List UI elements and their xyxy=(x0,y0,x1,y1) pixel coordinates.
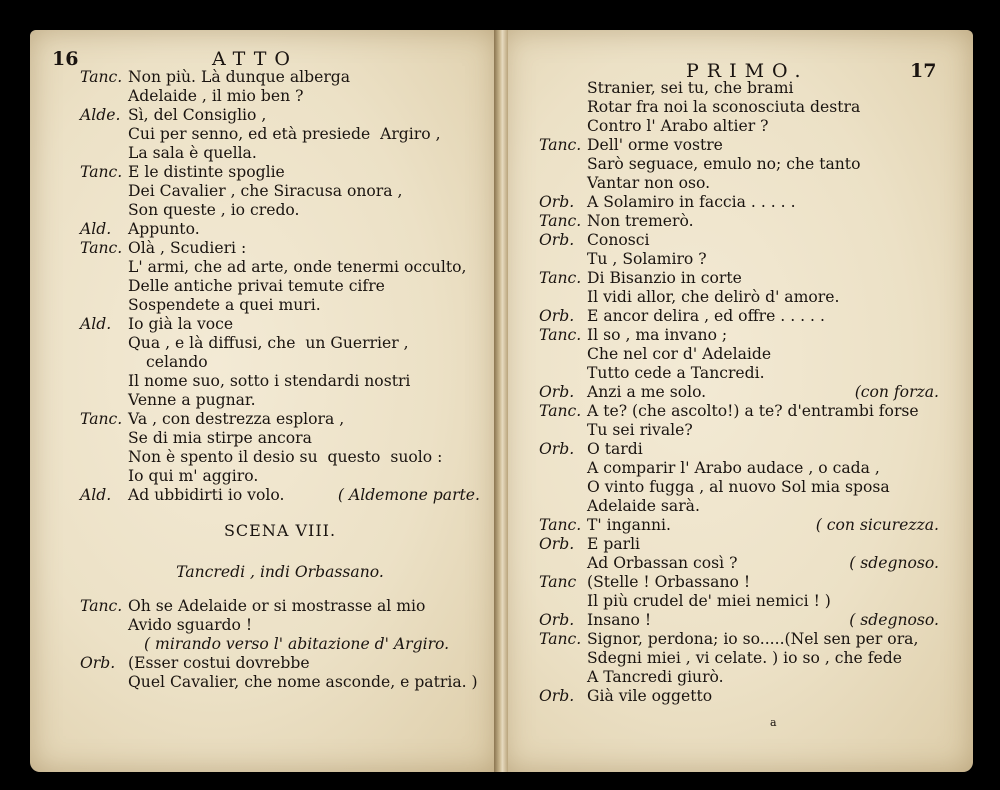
line-text: Delle antiche privai temute cifre xyxy=(128,277,385,295)
verse-line xyxy=(80,258,480,277)
verse-line xyxy=(539,611,939,630)
speaker-name: Alde. xyxy=(80,106,121,124)
line-text: Tutto cede a Tancredi. xyxy=(587,364,765,382)
line-text: Dell' orme vostre xyxy=(587,136,723,154)
line-text: Sdegni miei , vi celate. ) io so , che fede xyxy=(587,649,902,667)
speaker-name: Ald. xyxy=(80,486,112,504)
verse-line xyxy=(539,402,939,421)
speaker-name: Orb. xyxy=(539,535,575,553)
verse-line xyxy=(539,345,939,364)
line-text: Tu , Solamiro ? xyxy=(587,250,707,268)
line-text: Appunto. xyxy=(128,220,200,238)
line-text: Sì, del Consiglio , xyxy=(128,106,267,124)
verse-line xyxy=(80,182,480,201)
verse-line xyxy=(80,616,480,635)
line-text: Io qui m' aggiro. xyxy=(128,467,259,485)
left-running-head: ATTO xyxy=(212,48,298,70)
verse-line xyxy=(539,136,939,155)
left-page-number: 16 xyxy=(52,48,79,70)
speaker-name: Tanc. xyxy=(80,239,123,257)
verse-line xyxy=(80,220,480,239)
line-text: L' armi, che ad arte, onde tenermi occulto, xyxy=(128,258,467,276)
speaker-name: Orb. xyxy=(80,654,116,672)
verse-line xyxy=(539,383,939,402)
speaker-name: Tanc. xyxy=(539,630,582,648)
verse-line xyxy=(539,174,939,193)
verse-line xyxy=(80,201,480,220)
verse-line xyxy=(80,315,480,334)
stage-direction: ( mirando verso l' abitazione d' Argiro. xyxy=(144,635,450,653)
speaker-name: Ald. xyxy=(80,220,112,238)
verse-line xyxy=(80,144,480,163)
verse-line xyxy=(539,117,939,136)
verse-line xyxy=(539,592,939,611)
line-text: celando xyxy=(146,353,208,371)
speaker-name: Tanc. xyxy=(539,516,582,534)
verse-line xyxy=(539,250,939,269)
speaker-name: Orb. xyxy=(539,383,575,401)
verse-line xyxy=(539,554,939,573)
verse-line xyxy=(539,231,939,250)
line-text: Adelaide , il mio ben ? xyxy=(128,87,304,105)
verse-line xyxy=(80,597,480,616)
speaker-name: Ald. xyxy=(80,315,112,333)
verse-line xyxy=(80,277,480,296)
verse-line xyxy=(539,630,939,649)
line-text: Che nel cor d' Adelaide xyxy=(587,345,772,363)
line-text: Contro l' Arabo altier ? xyxy=(587,117,769,135)
line-text: Quel Cavalier, che nome asconde, e patria. ) xyxy=(128,673,478,691)
verse-line xyxy=(80,410,480,429)
line-text: Dei Cavalier , che Siracusa onora , xyxy=(128,182,403,200)
verse-line xyxy=(80,486,480,505)
speaker-name: Tanc. xyxy=(80,410,123,428)
line-text: Non più. Là dunque alberga xyxy=(128,68,351,86)
stage-direction: ( sdegnoso. xyxy=(849,554,939,572)
verse-line xyxy=(539,212,939,231)
line-text: Già vile oggetto xyxy=(587,687,713,705)
verse-line xyxy=(539,421,939,440)
line-text: Io già la voce xyxy=(128,315,234,333)
speaker-name: Orb. xyxy=(539,231,575,249)
line-text: Il vidi allor, che delirò d' amore. xyxy=(587,288,840,306)
line-text: (Esser costui dovrebbe xyxy=(128,654,310,672)
verse-line xyxy=(539,668,939,687)
verse-line xyxy=(539,269,939,288)
line-text: A te? (che ascolto!) a te? d'entrambi forse xyxy=(587,402,919,420)
verse-line xyxy=(539,288,939,307)
verse-line xyxy=(539,440,939,459)
speaker-name: Tanc. xyxy=(80,163,123,181)
speaker-name: Tanc. xyxy=(539,402,582,420)
line-text: Anzi a me solo. xyxy=(587,383,707,401)
line-text: Il nome suo, sotto i stendardi nostri xyxy=(128,372,411,390)
line-text: Conosci xyxy=(587,231,650,249)
book-gutter xyxy=(494,30,508,772)
speaker-name: Tanc. xyxy=(539,136,582,154)
stage-direction: ( Aldemone parte. xyxy=(337,486,480,504)
verse-line xyxy=(539,649,939,668)
verse-line xyxy=(80,353,480,372)
line-text: Signor, perdona; io so.....(Nel sen per ora, xyxy=(587,630,919,648)
line-text: Vantar non oso. xyxy=(587,174,711,192)
verse-line xyxy=(80,163,480,182)
line-text: Sarò seguace, emulo no; che tanto xyxy=(587,155,861,173)
verse-line xyxy=(539,459,939,478)
line-text: Sospendete a quei muri. xyxy=(128,296,321,314)
line-text: E parli xyxy=(587,535,641,553)
line-text: Avido sguardo ! xyxy=(128,616,253,634)
left-text-block xyxy=(80,68,480,692)
line-text: A Tancredi giurò. xyxy=(587,668,724,686)
verse-line xyxy=(80,429,480,448)
verse-line xyxy=(80,296,480,315)
speaker-name: Orb. xyxy=(539,687,575,705)
verse-line xyxy=(80,391,480,410)
line-text: Se di mia stirpe ancora xyxy=(128,429,312,447)
scene-characters: Tancredi , indi Orbassano. xyxy=(176,563,384,581)
speaker-name: Orb. xyxy=(539,611,575,629)
stage-direction: ( sdegnoso. xyxy=(849,611,939,629)
line-text: O vinto fugga , al nuovo Sol mia sposa xyxy=(587,478,890,496)
line-text: (Stelle ! Orbassano ! xyxy=(587,573,751,591)
line-text: Tu sei rivale? xyxy=(587,421,693,439)
verse-line xyxy=(539,307,939,326)
stage-direction: (con forza. xyxy=(854,383,939,401)
speaker-name: Orb. xyxy=(539,193,575,211)
line-text: La sala è quella. xyxy=(128,144,257,162)
line-text: Son queste , io credo. xyxy=(128,201,300,219)
verse-line xyxy=(80,334,480,353)
verse-line xyxy=(80,125,480,144)
verse-line xyxy=(80,635,480,654)
right-page-number: 17 xyxy=(910,60,937,82)
line-text: Ad ubbidirti io volo. xyxy=(128,486,285,504)
verse-line xyxy=(80,467,480,486)
speaker-name: Tanc. xyxy=(80,68,123,86)
scene-heading: SCENA VIII. xyxy=(223,521,337,540)
line-text: Venne a pugnar. xyxy=(128,391,256,409)
verse-line xyxy=(539,155,939,174)
speaker-name: Tanc. xyxy=(539,326,582,344)
verse-line xyxy=(80,673,480,692)
line-text: E le distinte spoglie xyxy=(128,163,285,181)
line-text: T' inganni. xyxy=(587,516,671,534)
verse-line xyxy=(539,516,939,535)
speaker-name: Tanc. xyxy=(80,597,123,615)
verse-line xyxy=(80,654,480,673)
right-running-head: PRIMO. xyxy=(686,60,809,82)
verse-line xyxy=(80,87,480,106)
line-text: Ad Orbassan così ? xyxy=(587,554,738,572)
verse-line xyxy=(539,326,939,345)
verse-line xyxy=(539,535,939,554)
line-text: Adelaide sarà. xyxy=(587,497,700,515)
line-text: Qua , e là diffusi, che un Guerrier , xyxy=(128,334,409,352)
verse-line xyxy=(80,372,480,391)
speaker-name: Tanc xyxy=(539,573,577,591)
line-text: Stranier, sei tu, che brami xyxy=(587,79,794,97)
line-text: Olà , Scudieri : xyxy=(128,239,247,257)
line-text: Il più crudel de' miei nemici ! ) xyxy=(587,592,831,610)
verse-line xyxy=(80,106,480,125)
line-text: A comparir l' Arabo audace , o cada , xyxy=(587,459,880,477)
verse-line xyxy=(80,68,480,87)
line-text: Di Bisanzio in corte xyxy=(587,269,742,287)
verse-line xyxy=(539,364,939,383)
verse-line xyxy=(539,497,939,516)
line-text: E ancor delira , ed offre . . . . . xyxy=(587,307,825,325)
speaker-name: Orb. xyxy=(539,307,575,325)
verse-line xyxy=(539,79,939,98)
line-text: A Solamiro in faccia . . . . . xyxy=(587,193,796,211)
verse-line xyxy=(80,239,480,258)
verse-line xyxy=(539,193,939,212)
speaker-name: Tanc. xyxy=(539,212,582,230)
line-text: Cui per senno, ed età presiede Argiro , xyxy=(128,125,441,143)
spacer xyxy=(80,585,480,597)
stage-direction: ( con sicurezza. xyxy=(815,516,939,534)
line-text: Il so , ma invano ; xyxy=(587,326,728,344)
line-text: Non tremerò. xyxy=(587,212,694,230)
verse-line xyxy=(539,478,939,497)
line-text: Oh se Adelaide or si mostrasse al mio xyxy=(128,597,426,615)
line-text: Va , con destrezza esplora , xyxy=(128,410,345,428)
right-text-block xyxy=(539,79,939,706)
line-text: Rotar fra noi la sconosciuta destra xyxy=(587,98,861,116)
signature-mark: a xyxy=(770,716,777,729)
verse-line xyxy=(80,448,480,467)
line-text: Insano ! xyxy=(587,611,652,629)
verse-line xyxy=(539,98,939,117)
line-text: O tardi xyxy=(587,440,643,458)
verse-line xyxy=(539,573,939,592)
line-text: Non è spento il desio su questo suolo : xyxy=(128,448,443,466)
speaker-name: Orb. xyxy=(539,440,575,458)
speaker-name: Tanc. xyxy=(539,269,582,287)
verse-line xyxy=(539,687,939,706)
